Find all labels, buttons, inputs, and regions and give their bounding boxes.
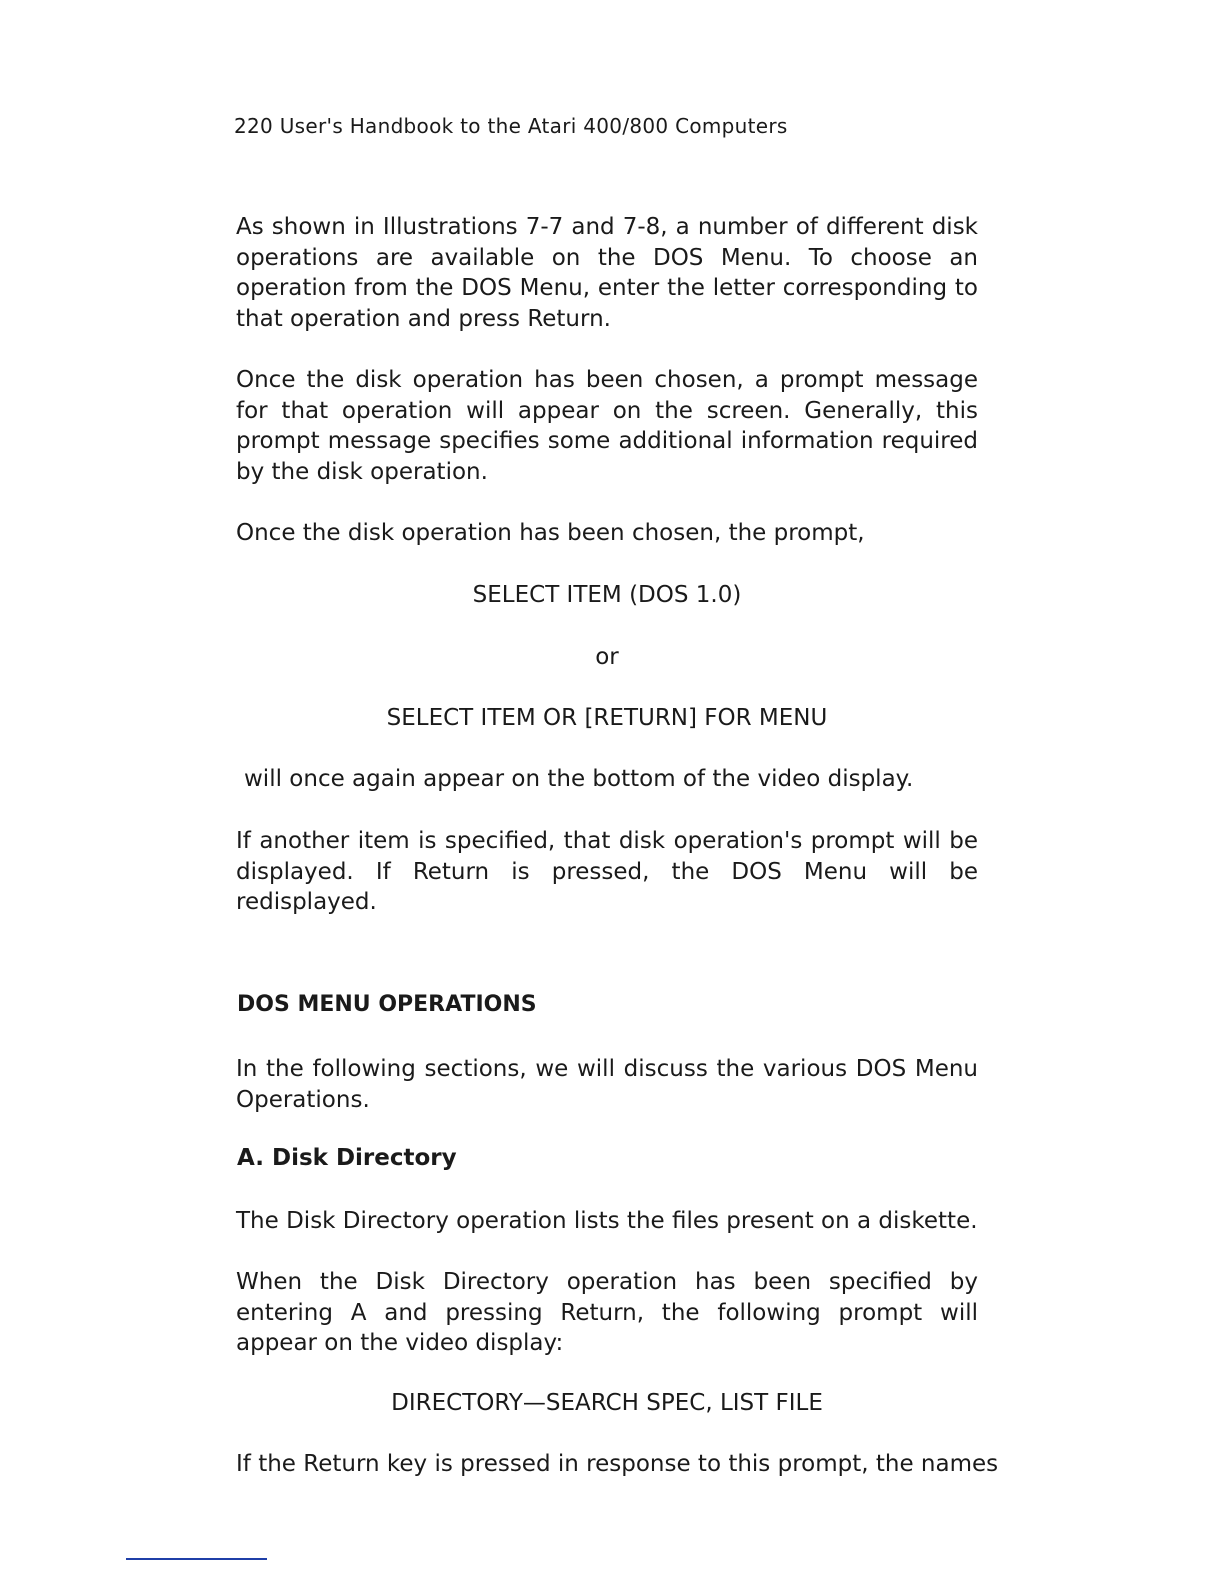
paragraph-return-key-pressed: If the Return key is pressed in response to this prompt, the names (236, 1451, 999, 1477)
paragraph-prompt-message: Once the disk operation has been chosen, a prompt message for that operation will appear on the screen. Generally, this prompt message specifies some additional information required by the disk operation. (236, 367, 978, 485)
prompt-select-item-dos1: SELECT ITEM (DOS 1.0) (472, 582, 742, 608)
running-header: 220 User's Handbook to the Atari 400/800 Computers (234, 114, 788, 138)
paragraph-disk-directory-lists: The Disk Directory operation lists the files present on a diskette. (236, 1208, 978, 1234)
paragraph-following-sections: In the following sections, we will discuss the various DOS Menu Operations. (236, 1056, 978, 1113)
prompt-or: or (595, 644, 619, 670)
footer-rule (126, 1558, 267, 1560)
prompt-directory-search-spec: DIRECTORY—SEARCH SPEC, LIST FILE (391, 1390, 823, 1416)
paragraph-appear-again: will once again appear on the bottom of the video display. (244, 766, 914, 792)
paragraph-dos-menu-intro: As shown in Illustrations 7-7 and 7-8, a number of different disk operations are available on the DOS Menu. To choose an operation from the DOS Menu, enter the letter corresponding to that operation and press Return. (236, 214, 978, 332)
paragraph-when-specified: When the Disk Directory operation has been specified by entering A and pressing Return, the following prompt will appear on the video display: (236, 1269, 978, 1356)
prompt-select-item-return: SELECT ITEM OR [RETURN] FOR MENU (386, 705, 828, 731)
section-heading-dos-menu-operations: DOS MENU OPERATIONS (237, 992, 537, 1017)
paragraph-prompt-intro: Once the disk operation has been chosen, the prompt, (236, 520, 865, 546)
subsection-heading-disk-directory: A. Disk Directory (237, 1145, 457, 1171)
paragraph-another-item: If another item is specified, that disk operation's prompt will be displayed. If Return is pressed, the DOS Menu will be redisplayed. (236, 828, 978, 915)
